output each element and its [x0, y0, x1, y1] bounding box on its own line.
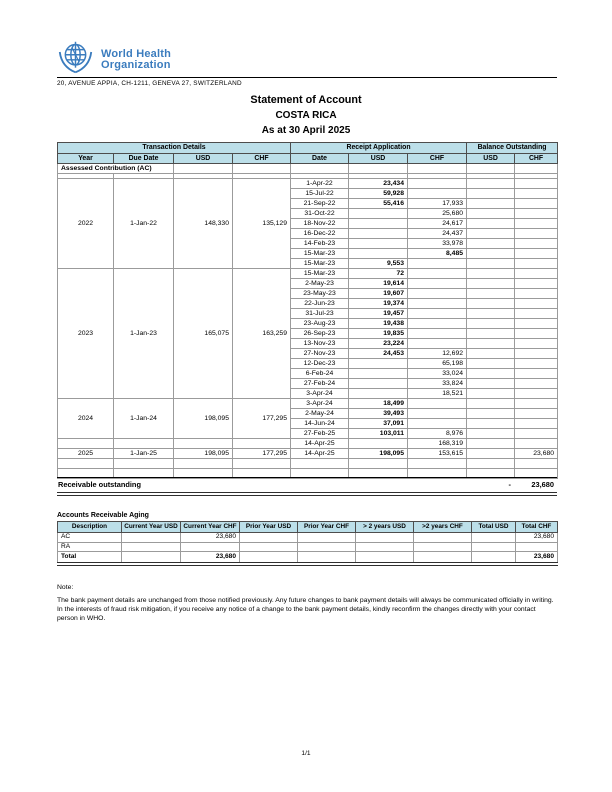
aging-description-cell: Total	[58, 552, 122, 565]
balance-chf-cell	[515, 439, 558, 449]
receipt-usd-cell	[349, 239, 408, 249]
receipt-row	[58, 449, 558, 459]
year-cell: 2022	[58, 179, 114, 269]
due-date-cell: 1-Jan-24	[114, 399, 174, 439]
as-at-date: As at 30 April 2025	[261, 125, 351, 136]
empty-cell	[174, 164, 233, 174]
col-balance-usd: USD	[467, 153, 515, 164]
note-body: The bank payment details are unchanged from those notified previously. Any future changes to bank payment details will always be communicated officially in writing. In the interests of fraud risk mitigation, if you receive any notice of a change to the bank payment details, kindly reconfirm the changes directly with your contact person in WHO.	[57, 597, 554, 622]
page-number: 1/1	[301, 750, 311, 757]
receipt-usd-cell	[349, 219, 408, 229]
receipt-usd-cell: 19,457	[349, 309, 408, 319]
receipt-usd-cell	[349, 439, 408, 449]
balance-chf-cell	[515, 429, 558, 439]
receipt-date-cell: 27-Feb-25	[291, 429, 349, 439]
balance-usd-cell	[467, 349, 515, 359]
aging-py-usd-cell	[240, 542, 298, 552]
aging-py-chf-cell	[298, 552, 356, 565]
aging-row	[58, 533, 558, 543]
balance-chf-cell	[515, 259, 558, 269]
balance-usd-cell	[467, 279, 515, 289]
column-header-row	[58, 153, 558, 164]
aging-py-chf-cell	[298, 533, 356, 543]
aging-tbody	[58, 533, 558, 565]
receipt-chf-cell	[408, 409, 467, 419]
empty-cell	[349, 164, 408, 174]
aging-total-usd-cell	[472, 533, 516, 543]
receipt-chf-cell: 8,976	[408, 429, 467, 439]
receipt-date-cell: 13-Nov-23	[291, 339, 349, 349]
receipt-usd-cell: 9,553	[349, 259, 408, 269]
receipt-date-cell: 31-Oct-22	[291, 209, 349, 219]
receipt-row	[58, 439, 558, 449]
balance-usd-cell	[467, 429, 515, 439]
empty-cell	[291, 459, 349, 469]
receipt-usd-cell: 19,614	[349, 279, 408, 289]
receipt-chf-cell	[408, 419, 467, 429]
aging-row	[58, 542, 558, 552]
receipt-date-cell: 12-Dec-23	[291, 359, 349, 369]
aging-description-cell: RA	[58, 542, 122, 552]
receipt-date-cell: 15-Jul-22	[291, 189, 349, 199]
receipt-row	[58, 269, 558, 279]
who-logo	[57, 39, 171, 81]
receipt-usd-cell: 72	[349, 269, 408, 279]
balance-usd-cell	[467, 399, 515, 409]
balance-chf-cell	[515, 239, 558, 249]
balance-chf-cell	[515, 409, 558, 419]
receipt-date-cell: 14-Apr-25	[291, 449, 349, 459]
aging-col-gt2-usd: > 2 years USD	[356, 522, 414, 533]
balance-usd-cell	[467, 259, 515, 269]
assessed-usd-cell	[174, 439, 233, 449]
aging-table	[57, 521, 558, 566]
receipt-usd-cell: 23,224	[349, 339, 408, 349]
aging-col-total-chf: Total CHF	[516, 522, 558, 533]
balance-chf-cell	[515, 339, 558, 349]
receipt-chf-cell: 33,024	[408, 369, 467, 379]
receivable-outstanding-usd: -	[508, 480, 511, 489]
empty-cell	[467, 164, 515, 174]
receipt-chf-cell: 33,978	[408, 239, 467, 249]
balance-usd-cell	[467, 219, 515, 229]
assessed-usd-cell: 148,330	[174, 179, 233, 269]
assessed-usd-cell: 165,075	[174, 269, 233, 399]
receipt-date-cell: 27-Nov-23	[291, 349, 349, 359]
balance-usd-cell	[467, 209, 515, 219]
balance-outstanding-header: Balance Outstanding	[467, 143, 558, 154]
who-emblem-icon	[57, 39, 94, 81]
receipt-date-cell: 22-Jun-23	[291, 299, 349, 309]
document-title-block	[0, 92, 612, 138]
receipt-chf-cell	[408, 269, 467, 279]
balance-usd-cell	[467, 409, 515, 419]
receipt-date-cell: 2-May-23	[291, 279, 349, 289]
due-date-cell: 1-Jan-23	[114, 269, 174, 399]
receipt-chf-cell: 18,521	[408, 389, 467, 399]
col-due-date: Due Date	[114, 153, 174, 164]
due-date-cell: 1-Jan-25	[114, 449, 174, 459]
who-logo-line1: World Health	[101, 47, 172, 60]
receipt-chf-cell	[408, 289, 467, 299]
receivable-outstanding-chf: 23,680	[531, 480, 554, 489]
assessed-chf-cell: 177,295	[233, 449, 291, 459]
receipt-usd-cell	[349, 209, 408, 219]
who-address: 20, AVENUE APPIA, CH-1211, GENEVA 27, SWITZERLAND	[57, 80, 242, 87]
balance-usd-cell	[467, 309, 515, 319]
balance-usd-cell	[467, 239, 515, 249]
balance-chf-cell	[515, 289, 558, 299]
receipt-usd-cell: 19,607	[349, 289, 408, 299]
aging-col-py-usd: Prior Year USD	[240, 522, 298, 533]
col-year: Year	[58, 153, 114, 164]
receipt-date-cell: 23-Aug-23	[291, 319, 349, 329]
receipt-date-cell: 1-Apr-22	[291, 179, 349, 189]
balance-chf-cell	[515, 229, 558, 239]
aging-gt2-usd-cell	[356, 542, 414, 552]
year-cell: 2023	[58, 269, 114, 399]
balance-usd-cell	[467, 379, 515, 389]
empty-cell	[233, 459, 291, 469]
balance-chf-cell	[515, 319, 558, 329]
header-divider	[57, 77, 557, 78]
receipt-usd-cell: 55,416	[349, 199, 408, 209]
aging-total-chf-cell: 23,680	[516, 552, 558, 565]
receipt-date-cell: 14-Feb-23	[291, 239, 349, 249]
balance-chf-cell	[515, 309, 558, 319]
balance-chf-cell	[515, 199, 558, 209]
receipt-chf-cell	[408, 279, 467, 289]
assessed-usd-cell: 198,095	[174, 449, 233, 459]
empty-cell	[233, 164, 291, 174]
balance-usd-cell	[467, 339, 515, 349]
col-receipt-usd: USD	[349, 153, 408, 164]
section-label: Assessed Contribution (AC)	[58, 164, 174, 174]
balance-chf-cell: 23,680	[515, 449, 558, 459]
col-usd: USD	[174, 153, 233, 164]
aging-row	[58, 552, 558, 565]
empty-cell	[408, 459, 467, 469]
balance-usd-cell	[467, 289, 515, 299]
receipt-date-cell: 15-Mar-23	[291, 269, 349, 279]
receipt-row	[58, 179, 558, 189]
receipt-chf-cell	[408, 189, 467, 199]
empty-cell	[408, 164, 467, 174]
assessed-chf-cell: 163,259	[233, 269, 291, 399]
aging-cy-usd-cell	[122, 552, 181, 565]
balance-chf-cell	[515, 269, 558, 279]
assessed-chf-cell: 135,129	[233, 179, 291, 269]
aging-total-chf-cell	[516, 542, 558, 552]
aging-gt2-chf-cell	[414, 533, 472, 543]
year-cell	[58, 439, 114, 449]
assessed-chf-cell	[233, 439, 291, 449]
col-receipt-date: Date	[291, 153, 349, 164]
aging-py-usd-cell	[240, 533, 298, 543]
receipt-date-cell: 21-Sep-22	[291, 199, 349, 209]
aging-total-chf-cell: 23,680	[516, 533, 558, 543]
aging-title: Accounts Receivable Aging	[57, 512, 149, 519]
receipt-chf-cell	[408, 319, 467, 329]
assessed-usd-cell: 198,095	[174, 399, 233, 439]
col-balance-chf: CHF	[515, 153, 558, 164]
receipt-chf-cell: 65,198	[408, 359, 467, 369]
receipt-chf-cell: 153,615	[408, 449, 467, 459]
balance-usd-cell	[467, 199, 515, 209]
receipt-date-cell: 31-Jul-23	[291, 309, 349, 319]
receipt-chf-cell	[408, 179, 467, 189]
aging-col-py-chf: Prior Year CHF	[298, 522, 356, 533]
empty-cell	[467, 459, 515, 469]
balance-chf-cell	[515, 189, 558, 199]
balance-chf-cell	[515, 399, 558, 409]
balance-chf-cell	[515, 179, 558, 189]
note-block	[57, 583, 557, 623]
receipt-date-cell: 3-Apr-24	[291, 399, 349, 409]
aging-col-cy-chf: Current Year CHF	[181, 522, 240, 533]
empty-cell	[114, 459, 174, 469]
empty-cell	[291, 164, 349, 174]
balance-chf-cell	[515, 369, 558, 379]
balance-usd-cell	[467, 329, 515, 339]
receipt-usd-cell: 37,091	[349, 419, 408, 429]
receipt-usd-cell	[349, 359, 408, 369]
aging-col-gt2-chf: >2 years CHF	[414, 522, 472, 533]
receipt-date-cell: 15-Mar-23	[291, 249, 349, 259]
balance-chf-cell	[515, 379, 558, 389]
aging-cy-chf-cell: 23,680	[181, 533, 240, 543]
aging-cy-chf-cell: 23,680	[181, 552, 240, 565]
receipt-date-cell: 27-Feb-24	[291, 379, 349, 389]
note-label: Note:	[57, 584, 74, 591]
aging-col-description: Description	[58, 522, 122, 533]
balance-chf-cell	[515, 249, 558, 259]
receipt-application-header: Receipt Application	[291, 143, 467, 154]
statement-table	[57, 142, 558, 479]
receipt-usd-cell	[349, 249, 408, 259]
receipt-date-cell: 3-Apr-24	[291, 389, 349, 399]
balance-chf-cell	[515, 279, 558, 289]
transaction-details-header: Transaction Details	[58, 143, 291, 154]
receipt-chf-cell	[408, 309, 467, 319]
balance-usd-cell	[467, 299, 515, 309]
aging-col-cy-usd: Current Year USD	[122, 522, 181, 533]
balance-chf-cell	[515, 209, 558, 219]
balance-chf-cell	[515, 419, 558, 429]
balance-usd-cell	[467, 229, 515, 239]
receipt-usd-cell: 23,434	[349, 179, 408, 189]
receipt-chf-cell: 8,485	[408, 249, 467, 259]
receipt-chf-cell	[408, 329, 467, 339]
receipt-date-cell: 15-Mar-23	[291, 259, 349, 269]
receipt-date-cell: 16-Dec-22	[291, 229, 349, 239]
aging-py-usd-cell	[240, 552, 298, 565]
statement-title: Statement of Account	[250, 94, 362, 106]
section-row	[58, 164, 558, 174]
balance-chf-cell	[515, 299, 558, 309]
balance-usd-cell	[467, 419, 515, 429]
receipt-chf-cell: 12,692	[408, 349, 467, 359]
receipt-date-cell: 23-May-23	[291, 289, 349, 299]
receipt-row	[58, 399, 558, 409]
receipt-date-cell: 14-Jun-24	[291, 419, 349, 429]
receipt-usd-cell	[349, 389, 408, 399]
spacer-row	[58, 459, 558, 469]
receipt-usd-cell: 19,374	[349, 299, 408, 309]
group-header-row	[58, 143, 558, 154]
year-cell: 2024	[58, 399, 114, 439]
aging-gt2-usd-cell	[356, 533, 414, 543]
aging-gt2-usd-cell	[356, 552, 414, 565]
aging-py-chf-cell	[298, 542, 356, 552]
empty-cell	[515, 459, 558, 469]
balance-usd-cell	[467, 249, 515, 259]
balance-usd-cell	[467, 189, 515, 199]
due-date-cell	[114, 439, 174, 449]
balance-chf-cell	[515, 329, 558, 339]
statement-tbody	[58, 164, 558, 479]
receipt-date-cell: 2-May-24	[291, 409, 349, 419]
receipt-chf-cell: 17,933	[408, 199, 467, 209]
receipt-chf-cell: 25,680	[408, 209, 467, 219]
receipt-usd-cell: 19,835	[349, 329, 408, 339]
receipt-chf-cell: 168,319	[408, 439, 467, 449]
balance-usd-cell	[467, 439, 515, 449]
receipt-usd-cell	[349, 229, 408, 239]
receipt-usd-cell	[349, 379, 408, 389]
empty-cell	[349, 459, 408, 469]
aging-col-total-usd: Total USD	[472, 522, 516, 533]
receipt-chf-cell	[408, 339, 467, 349]
receipt-usd-cell: 24,453	[349, 349, 408, 359]
due-date-cell: 1-Jan-22	[114, 179, 174, 269]
receipt-usd-cell: 18,499	[349, 399, 408, 409]
aging-total-usd-cell	[472, 552, 516, 565]
receipt-usd-cell: 103,011	[349, 429, 408, 439]
receipt-chf-cell: 24,617	[408, 219, 467, 229]
receipt-date-cell: 26-Sep-23	[291, 329, 349, 339]
receipt-chf-cell	[408, 259, 467, 269]
empty-cell	[515, 164, 558, 174]
receipt-usd-cell: 39,493	[349, 409, 408, 419]
aging-gt2-chf-cell	[414, 542, 472, 552]
balance-usd-cell	[467, 369, 515, 379]
balance-usd-cell	[467, 319, 515, 329]
col-chf: CHF	[233, 153, 291, 164]
who-logo-line2: Organization	[101, 59, 171, 71]
aging-gt2-chf-cell	[414, 552, 472, 565]
receipt-usd-cell	[349, 369, 408, 379]
receipt-date-cell: 18-Nov-22	[291, 219, 349, 229]
receipt-chf-cell	[408, 399, 467, 409]
balance-chf-cell	[515, 389, 558, 399]
balance-usd-cell	[467, 359, 515, 369]
empty-cell	[174, 459, 233, 469]
balance-usd-cell	[467, 449, 515, 459]
col-receipt-chf: CHF	[408, 153, 467, 164]
year-cell: 2025	[58, 449, 114, 459]
aging-cy-usd-cell	[122, 542, 181, 552]
receipt-date-cell: 14-Apr-25	[291, 439, 349, 449]
who-logo-text	[101, 49, 171, 72]
receipt-usd-cell: 59,928	[349, 189, 408, 199]
receivable-outstanding-label: Receivable outstanding	[58, 480, 141, 489]
empty-cell	[58, 459, 114, 469]
aging-total-usd-cell	[472, 542, 516, 552]
aging-description-cell: AC	[58, 533, 122, 543]
receivable-outstanding-row	[57, 477, 557, 496]
aging-cy-usd-cell	[122, 533, 181, 543]
balance-chf-cell	[515, 219, 558, 229]
receipt-date-cell: 6-Feb-24	[291, 369, 349, 379]
balance-chf-cell	[515, 359, 558, 369]
country-name: COSTA RICA	[275, 110, 337, 121]
assessed-chf-cell: 177,295	[233, 399, 291, 439]
balance-usd-cell	[467, 389, 515, 399]
receipt-usd-cell: 19,438	[349, 319, 408, 329]
receipt-usd-cell: 198,095	[349, 449, 408, 459]
aging-header-row	[58, 522, 558, 533]
balance-usd-cell	[467, 179, 515, 189]
receipt-chf-cell	[408, 299, 467, 309]
receipt-chf-cell: 33,824	[408, 379, 467, 389]
balance-usd-cell	[467, 269, 515, 279]
aging-cy-chf-cell	[181, 542, 240, 552]
balance-chf-cell	[515, 349, 558, 359]
receipt-chf-cell: 24,437	[408, 229, 467, 239]
